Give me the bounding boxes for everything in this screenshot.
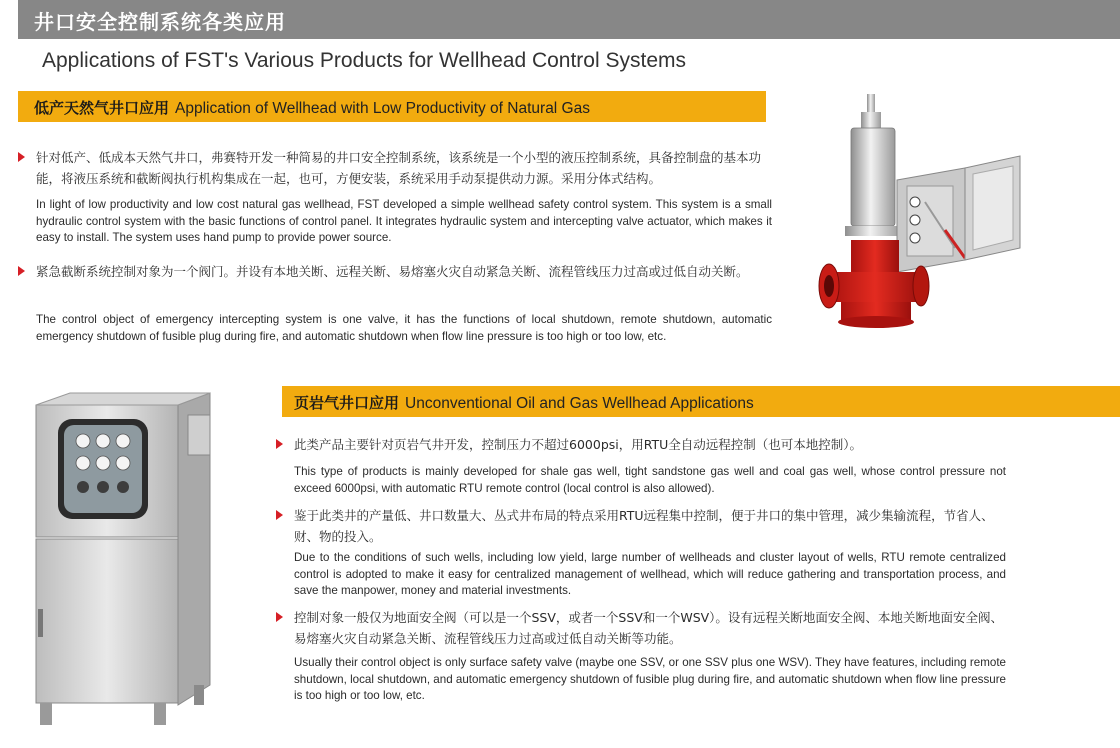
page-header-bar (18, 0, 1120, 39)
section1-para-1-en: In light of low productivity and low cost natural gas wellhead, FST developed a simple wellhead safety control system. This system is a small hydraulic control system with the basic functions of control panel. It integrates hydraulic system and intercepting valve actuator, which makes it easy to install. The system uses hand pump to provide power source. (36, 198, 772, 245)
bullet-triangle-icon (18, 152, 25, 162)
section1-title-en: Application of Wellhead with Low Productivity of Natural Gas (175, 100, 590, 117)
section1-bullet-1 (36, 147, 774, 189)
section1-bullet-2-zh: 紧急截断系统控制对象为一个阀门。并设有本地关断、远程关断、易熔塞火灾自动紧急关断、流程管线压力过高或过低自动关断。 (36, 264, 749, 279)
bullet-triangle-icon (276, 439, 283, 449)
section2-bullet-2-zh: 鉴于此类井的产量低、井口数量大、丛式井布局的特点采用RTU远程集中控制，便于井口的集中管理，减少集输流程，节省人、财、物的投入。 (294, 508, 994, 544)
page-title-en: Applications of FST's Various Products for Wellhead Control Systems (42, 49, 686, 72)
section1-bullet-1-zh: 针对低产、低成本天然气井口，弗赛特开发一种简易的井口安全控制系统，该系统是一个小型的液压控制系统，具备控制盘的基本功能，将液压系统和截断阀执行机构集成在一起，也可，方便安装，系统采用手动泵提供动力源。采用分体式结构。 (36, 150, 762, 186)
bullet-triangle-icon (276, 510, 283, 520)
page-title-zh: 井口安全控制系统各类应用 (34, 10, 286, 34)
bullet-triangle-icon (276, 612, 283, 622)
section2-bullet-3-zh: 控制对象一般仅为地面安全阀（可以是一个SSV，或者一个SSV和一个WSV）。设有远程关断地面安全阀、本地关断地面安全阀、易熔塞火灾自动紧急关断、流程管线压力过高或过低自动关断等功能。 (294, 610, 1003, 646)
stainless-control-cabinet-photo (28, 385, 238, 730)
bullet-triangle-icon (18, 266, 25, 276)
section1-header-band (18, 91, 766, 122)
section1-para-2-en: The control object of emergency intercepting system is one valve, it has the functions of local shutdown, remote shutdown, automatic emergency shutdown of fusible plug during fire, and automatic shutdown when flow line pressure is too high or too low, etc. (36, 313, 772, 343)
section2-title-en: Unconventional Oil and Gas Wellhead Applications (405, 395, 754, 412)
section2-bullet-3 (294, 607, 1010, 649)
section1-bullet-2 (36, 261, 774, 282)
section2-header-band (282, 386, 1120, 417)
section1-title-zh: 低产天然气井口应用 (34, 99, 170, 117)
section2-bullet-1-zh: 此类产品主要针对页岩气井开发，控制压力不超过6000psi，用RTU全自动远程控制（也可本地控制）。 (294, 437, 863, 452)
section2-para-2-en: Due to the conditions of such wells, including low yield, large number of wellheads and cluster layout of wells, RTU remote centralized control is adopted to make it easy for centralized management of wellhead, which will reduce gathering and transportation process, and save the manpower, money and material investments. (294, 551, 1006, 598)
section2-title-zh: 页岩气井口应用 (294, 394, 400, 412)
section2-para-3-en: Usually their control object is only surface safety valve (maybe one SSV, or one SSV plus one WSV). They have features, including remote shutdown, local shutdown, and automatic emergency shutdown of fusible plug during fire, and automatic shutdown when flow line pressure is too high or too low, etc. (294, 656, 1006, 703)
section2-bullet-2 (294, 505, 1010, 547)
section2-para-1-en: This type of products is mainly developed for shale gas well, tight sandstone gas well and coal gas well, whose control pressure not exceed 6000psi, with automatic RTU remote control (local control is also allowed). (294, 465, 1006, 495)
section2-bullet-1 (294, 434, 1010, 455)
wellhead-valve-with-control-box-photo (815, 90, 1030, 330)
